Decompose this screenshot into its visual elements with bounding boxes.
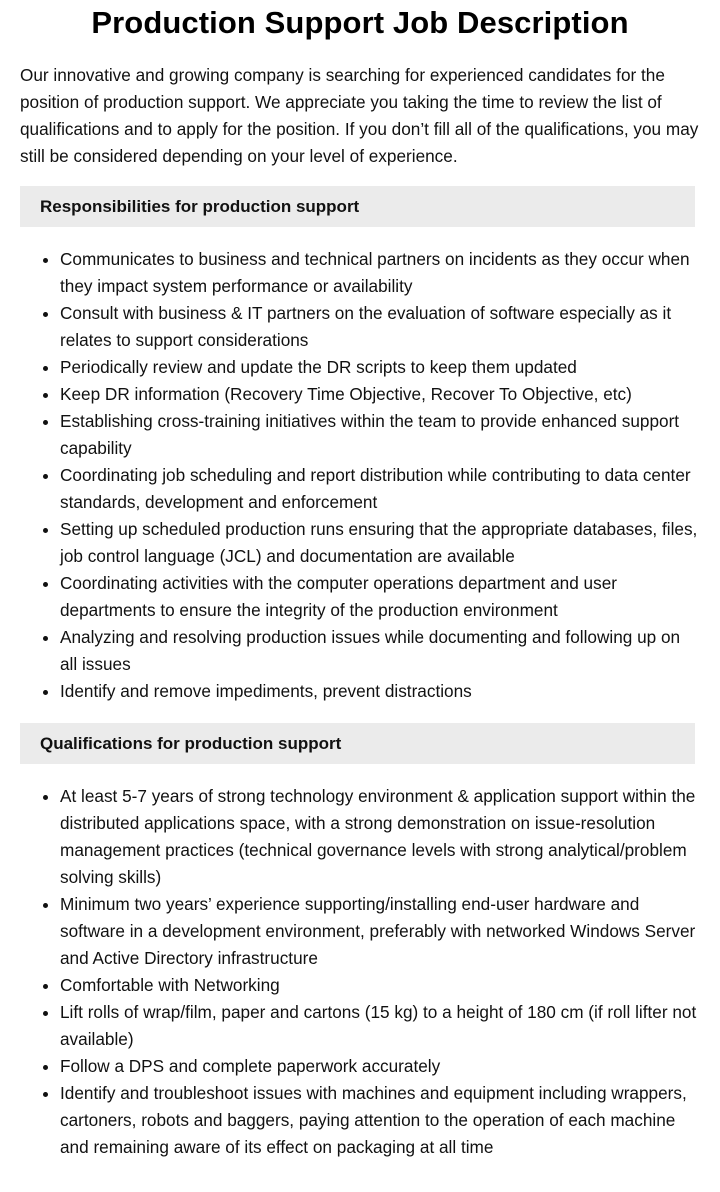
bullet-icon	[43, 984, 48, 989]
responsibilities-heading	[20, 186, 695, 227]
list-item: Identify and remove impediments, prevent distractions	[60, 678, 700, 705]
list-item: Follow a DPS and complete paperwork accurately	[60, 1053, 700, 1080]
bullet-icon	[43, 393, 48, 398]
bullet-icon	[43, 636, 48, 641]
list-item: Communicates to business and technical partners on incidents as they occur when they impact system performance or availability	[60, 246, 700, 300]
bullet-icon	[43, 1065, 48, 1070]
qualifications-list	[20, 783, 700, 1161]
bullet-icon	[43, 528, 48, 533]
list-item: Identify and troubleshoot issues with machines and equipment including wrappers, cartoners, robots and baggers, paying attention to the operation of each machine and remaining aware of its effect on packaging at all time	[60, 1080, 700, 1161]
list-item: Establishing cross-training initiatives within the team to provide enhanced support capability	[60, 408, 700, 462]
bullet-icon	[43, 795, 48, 800]
list-item: Keep DR information (Recovery Time Objective, Recover To Objective, etc)	[60, 381, 700, 408]
bullet-icon	[43, 903, 48, 908]
list-item: Consult with business & IT partners on the evaluation of software especially as it relates to support considerations	[60, 300, 700, 354]
list-item: Analyzing and resolving production issues while documenting and following up on all issues	[60, 624, 700, 678]
bullet-icon	[43, 1011, 48, 1016]
responsibilities-list	[20, 246, 700, 705]
bullet-icon	[43, 582, 48, 587]
responsibilities-heading-label: Responsibilities for production support	[40, 196, 360, 216]
intro-paragraph: Our innovative and growing company is searching for experienced candidates for the position of production support. We appreciate you taking the time to review the list of qualifications and to apply for the position. If you don’t fill all of the qualifications, you may still be considered depending on your level of experience.	[20, 65, 699, 166]
list-item: At least 5-7 years of strong technology environment & application support within the distributed applications space, with a strong demonstration on issue-resolution management practices (technical governance levels with strong analytical/problem solving skills)	[60, 783, 700, 891]
bullet-icon	[43, 1092, 48, 1097]
list-item: Periodically review and update the DR scripts to keep them updated	[60, 354, 700, 381]
list-item: Minimum two years’ experience supporting/installing end-user hardware and software in a development environment, preferably with networked Windows Server and Active Directory infrastructure	[60, 891, 700, 972]
bullet-icon	[43, 258, 48, 263]
list-item: Comfortable with Networking	[60, 972, 700, 999]
bullet-icon	[43, 366, 48, 371]
qualifications-heading-label: Qualifications for production support	[40, 733, 342, 753]
bullet-icon	[43, 474, 48, 479]
list-item: Coordinating job scheduling and report distribution while contributing to data center standards, development and enforcement	[60, 462, 700, 516]
bullet-icon	[43, 420, 48, 425]
list-item: Lift rolls of wrap/film, paper and cartons (15 kg) to a height of 180 cm (if roll lifter not available)	[60, 999, 700, 1053]
list-item: Setting up scheduled production runs ensuring that the appropriate databases, files, job control language (JCL) and documentation are available	[60, 516, 700, 570]
bullet-icon	[43, 690, 48, 695]
qualifications-heading	[20, 723, 695, 764]
page-title: Production Support Job Description	[91, 5, 629, 40]
list-item: Coordinating activities with the computer operations department and user departments to ensure the integrity of the production environment	[60, 570, 700, 624]
bullet-icon	[43, 312, 48, 317]
